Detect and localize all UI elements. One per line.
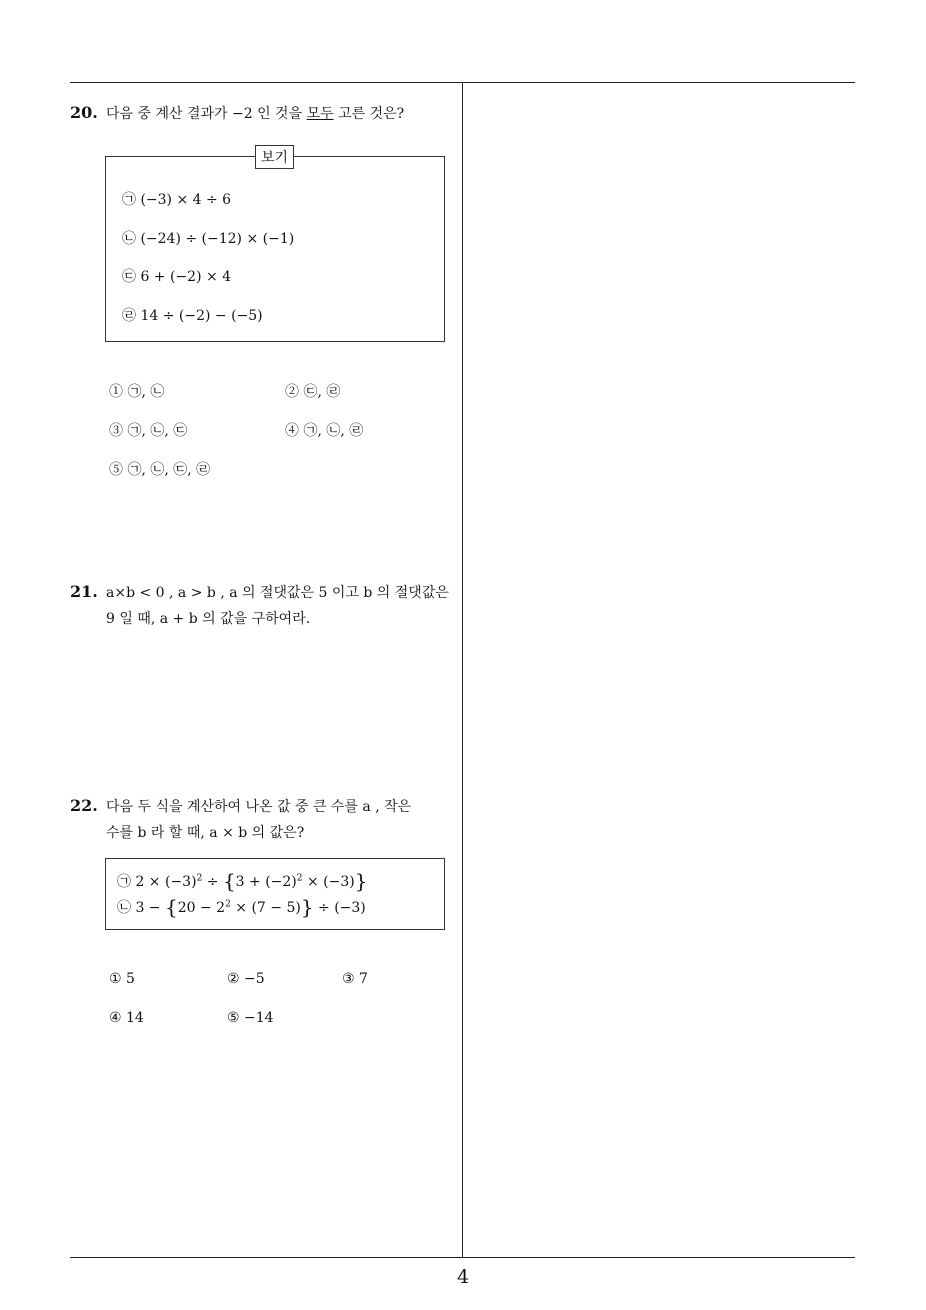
- bogi-item: ㉠ (−3) × 4 ÷ 6: [122, 192, 232, 208]
- bogi-item: ㉣ 14 ÷ (−2) − (−5): [122, 308, 263, 324]
- answer-choice-3[interactable]: ③ ㉠, ㉡, ㉢: [109, 423, 188, 439]
- question-number: 21.: [70, 582, 98, 601]
- expression-1: ㉠ $2 \times (-3)^2 \div \{3 + (-2)^2 \times (-3)\}$: [117, 869, 368, 893]
- answer-choice-2[interactable]: ② ㉢, ㉣: [285, 384, 341, 400]
- bogi-item: ㉢ 6 + (−2) × 4: [122, 269, 232, 285]
- answer-choice-1[interactable]: ① 5: [109, 971, 135, 987]
- question-number: 20.: [70, 103, 98, 122]
- answer-choice-1[interactable]: ① ㉠, ㉡: [109, 384, 165, 400]
- question-20: [70, 101, 404, 127]
- question-22: [70, 794, 411, 846]
- question-21: [70, 580, 449, 632]
- answer-choice-5[interactable]: ⑤ −14: [227, 1010, 274, 1026]
- bottom-rule: [70, 1257, 855, 1258]
- question-text: a×b < 0 , a > b , a 의 절댓값은 5 이고 b 의 절댓값은 9 일 때, a + b 의 값을 구하여라.: [106, 585, 449, 627]
- question-number: 22.: [70, 796, 98, 815]
- column-divider: [462, 82, 463, 1258]
- answer-choice-2[interactable]: ② −5: [227, 971, 265, 987]
- expression-2: ㉡ $3 - \{20 - 2^2 \times (7 - 5)\} \div (-3)$: [117, 895, 366, 919]
- bogi-label: 보기: [255, 145, 294, 169]
- question-text: 다음 두 식을 계산하여 나온 값 중 큰 수를 a , 작은 수를 b 라 할 때, a × b 의 값은?: [106, 799, 412, 841]
- question-text: 다음 중 계산 결과가 −2 인 것을 모두 고른 것은?: [106, 106, 405, 122]
- bogi-item: ㉡ (−24) ÷ (−12) × (−1): [122, 231, 295, 247]
- answer-choice-3[interactable]: ③ 7: [342, 971, 368, 987]
- answer-choice-5[interactable]: ⑤ ㉠, ㉡, ㉢, ㉣: [109, 462, 211, 478]
- answer-choice-4[interactable]: ④ ㉠, ㉡, ㉣: [285, 423, 364, 439]
- answer-choice-4[interactable]: ④ 14: [109, 1010, 144, 1026]
- page-number: 4: [456, 1266, 470, 1288]
